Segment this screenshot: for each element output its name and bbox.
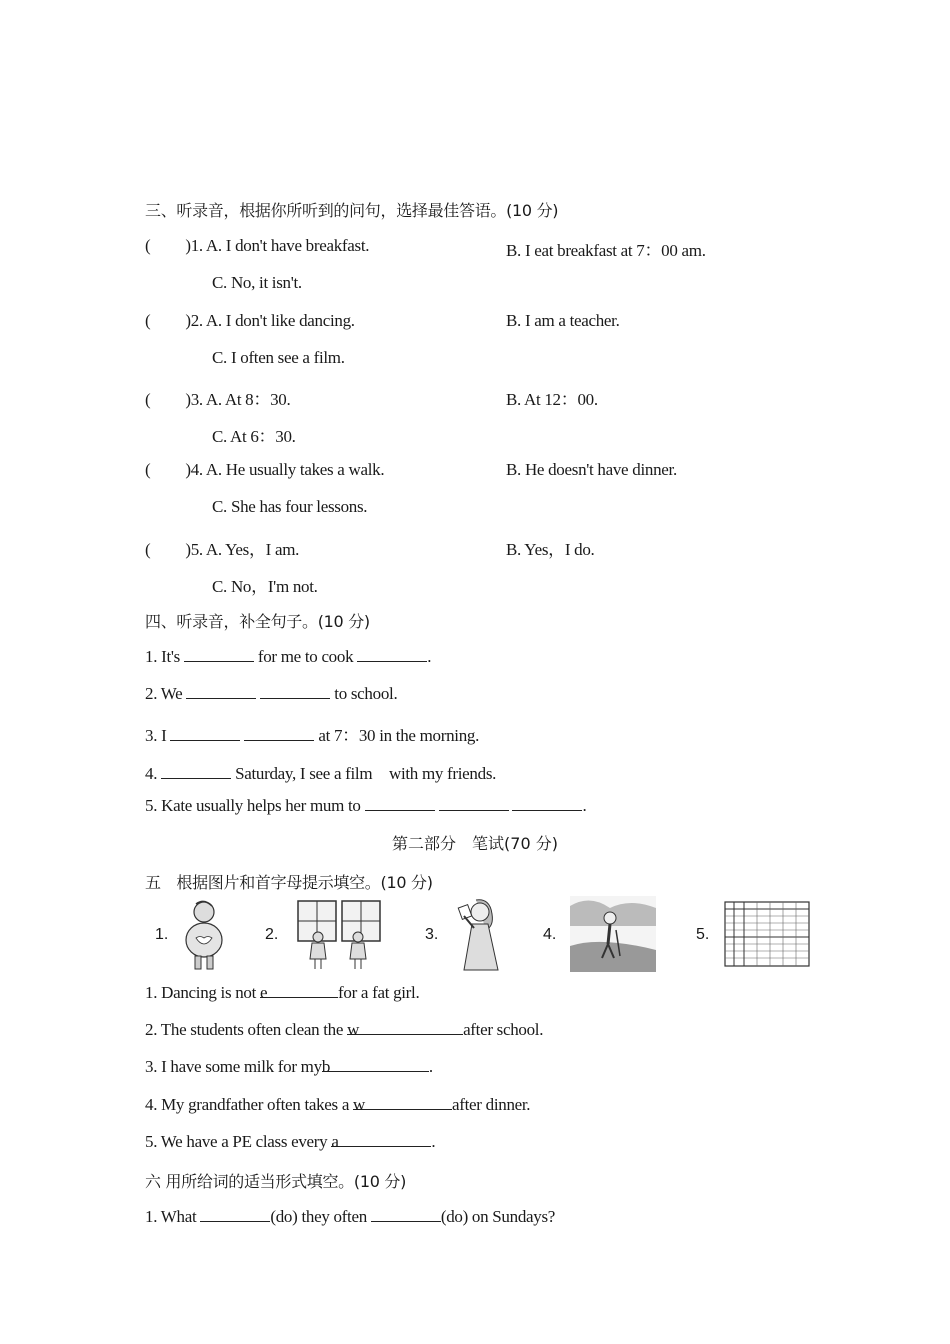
- timetable-picture: [724, 901, 810, 967]
- taking-a-walk-picture: [570, 896, 656, 972]
- fill-blank[interactable]: [244, 726, 314, 741]
- fill-blank[interactable]: [371, 1207, 441, 1222]
- q5-option-c: C. No，I'm not.: [212, 577, 318, 596]
- part2-title: 第二部分 笔试(70 分): [392, 834, 558, 853]
- question-1: [145, 236, 369, 256]
- sentence-text: after school.: [463, 1020, 544, 1039]
- q5-option-a: )5. A. Yes，I am.: [185, 540, 300, 559]
- first-letter-hint: w: [347, 1020, 360, 1039]
- pic-label-4: 4.: [543, 926, 557, 943]
- first-letter-hint: e: [260, 983, 268, 1002]
- sentence-text: 2. The students often clean the: [145, 1020, 344, 1039]
- q4-option-a: )4. A. He usually takes a walk.: [185, 460, 385, 479]
- sentence-text: at 7：30 in the morning.: [318, 726, 480, 745]
- fill-blank[interactable]: [357, 647, 427, 662]
- question-3: [145, 385, 290, 410]
- sentence-text: (do) they often: [270, 1207, 367, 1226]
- sentence-text: 4.: [145, 764, 158, 783]
- q2-option-a: )2. A. I don't like dancing.: [185, 311, 355, 330]
- q1-option-c: C. No, it isn't.: [212, 273, 302, 292]
- sentence-text: 5. We have a PE class every: [145, 1132, 328, 1151]
- fill-blank[interactable]: [321, 1057, 429, 1076]
- s4-sentence-4: [145, 759, 496, 784]
- fill-blank[interactable]: [353, 1095, 452, 1114]
- s4-sentence-1: [145, 647, 431, 667]
- first-letter-hint: a: [331, 1132, 339, 1151]
- q3-option-a: )3. A. At 8：30.: [185, 390, 291, 409]
- picture-row: [0, 896, 950, 976]
- answer-paren: (: [145, 540, 151, 559]
- pic-label-1: 1.: [155, 926, 169, 943]
- first-letter-hint: b: [321, 1057, 331, 1076]
- sentence-text: to school.: [334, 684, 398, 703]
- pic-label-3: 3.: [425, 926, 439, 943]
- q2-option-b: B. I am a teacher.: [506, 311, 620, 330]
- s4-sentence-5: [145, 796, 586, 816]
- s5-sentence-5: [145, 1132, 435, 1152]
- q1-option-b: B. I eat breakfast at 7：00 am.: [506, 241, 706, 260]
- question-4: [145, 460, 384, 480]
- section4-title: 四、听录音，补全句子。(10 分): [145, 612, 370, 631]
- sentence-text: .: [428, 1057, 433, 1076]
- sentence-text: after dinner.: [452, 1095, 531, 1114]
- sentence-text: .: [582, 796, 587, 815]
- sentence-text: 2. We: [145, 684, 183, 703]
- fill-blank[interactable]: [260, 983, 338, 1002]
- section5-title: 五 根据图片和首字母提示填空。(10 分): [145, 873, 433, 892]
- fill-blank[interactable]: [512, 796, 582, 811]
- answer-paren: (: [145, 311, 151, 330]
- sentence-text: .: [427, 647, 432, 666]
- fill-blank[interactable]: [331, 1132, 431, 1151]
- fill-blank[interactable]: [170, 726, 240, 741]
- fat-girl-picture: [178, 898, 228, 973]
- fill-blank[interactable]: [260, 684, 330, 699]
- answer-paren: (: [145, 236, 151, 255]
- s5-sentence-4: [145, 1095, 530, 1115]
- sentence-text: 4. My grandfather often takes a: [145, 1095, 350, 1114]
- fill-blank[interactable]: [365, 796, 435, 811]
- window-cleaning-picture: [296, 899, 384, 971]
- s5-sentence-3: [145, 1057, 433, 1077]
- drinking-milk-picture: [450, 896, 506, 974]
- section3-title: 三、听录音，根据你所听到的问句，选择最佳答语。(10 分): [145, 201, 559, 220]
- sentence-text: for me to cook: [257, 647, 354, 666]
- question-2: [145, 311, 355, 331]
- section6-title: 六 用所给词的适当形式填空。(10 分): [145, 1172, 407, 1191]
- sentence-text: 5. Kate usually helps her mum to: [145, 796, 361, 815]
- fill-blank[interactable]: [184, 647, 254, 662]
- q3-option-c: C. At 6：30.: [212, 427, 296, 446]
- q5-option-b: B. Yes，I do.: [506, 540, 595, 559]
- s4-sentence-3: [145, 721, 479, 746]
- pic-label-2: 2.: [265, 926, 279, 943]
- pic-label-5: 5.: [696, 926, 710, 943]
- fill-blank[interactable]: [186, 684, 256, 699]
- s4-sentence-2: [145, 684, 397, 704]
- fill-blank[interactable]: [200, 1207, 270, 1222]
- answer-paren: (: [145, 390, 151, 409]
- question-5: [145, 535, 299, 560]
- q3-option-b: B. At 12：00.: [506, 390, 598, 409]
- sentence-text: 3. I have some milk for my: [145, 1057, 322, 1076]
- fill-blank[interactable]: [161, 764, 231, 779]
- sentence-text: 3. I: [145, 726, 167, 745]
- sentence-text: 1. It's: [145, 647, 180, 666]
- answer-paren: (: [145, 460, 151, 479]
- s5-sentence-2: [145, 1020, 543, 1040]
- s5-sentence-1: [145, 983, 419, 1003]
- q2-option-c: C. I often see a film.: [212, 348, 345, 367]
- s6-sentence-1: [145, 1207, 555, 1227]
- sentence-text: (do) on Sundays?: [440, 1207, 556, 1226]
- q4-option-b: B. He doesn't have dinner.: [506, 460, 677, 479]
- q4-option-c: C. She has four lessons.: [212, 497, 368, 516]
- sentence-text: .: [431, 1132, 436, 1151]
- sentence-text: 1. Dancing is not: [145, 983, 257, 1002]
- sentence-text: Saturday, I see a film with my friends.: [235, 764, 497, 783]
- fill-blank[interactable]: [347, 1020, 463, 1039]
- first-letter-hint: w: [353, 1095, 366, 1114]
- sentence-text: 1. What: [145, 1207, 197, 1226]
- q1-option-a: )1. A. I don't have breakfast.: [185, 236, 370, 255]
- sentence-text: for a fat girl.: [338, 983, 420, 1002]
- fill-blank[interactable]: [439, 796, 509, 811]
